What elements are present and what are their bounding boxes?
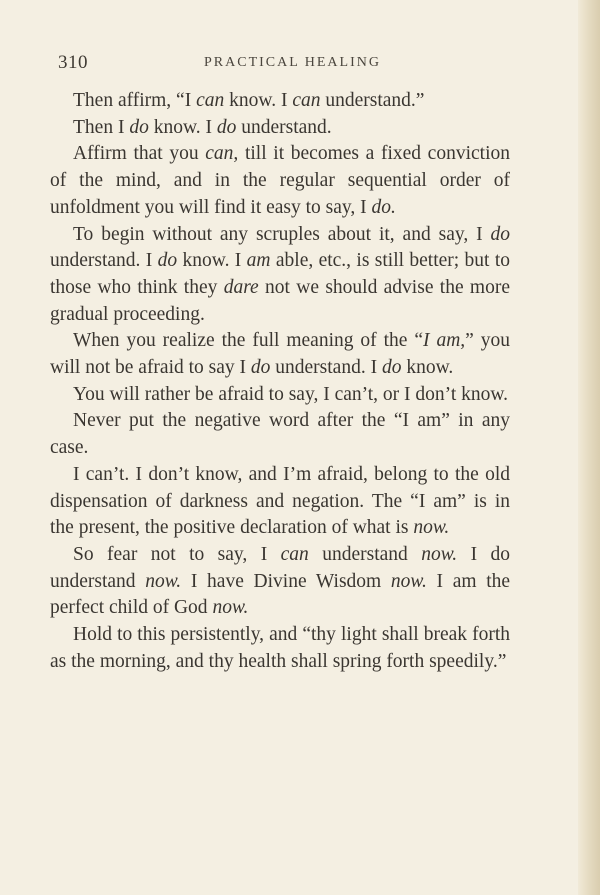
emphasis-run: am (246, 250, 271, 272)
emphasis-run: do (157, 250, 178, 272)
running-title: PRACTICAL HEALING (204, 55, 381, 70)
text-run: know. I (177, 250, 247, 272)
text-run: able, etc., is still better; but to those who think they (50, 250, 511, 298)
paragraph (50, 88, 510, 115)
page-header (58, 52, 518, 76)
paragraph (50, 328, 510, 381)
emphasis-run: do (381, 357, 402, 379)
emphasis-run: now. (145, 570, 182, 592)
page-number: 310 (58, 52, 88, 73)
text-run: know. I (148, 116, 217, 138)
text-run: understand.” (320, 90, 425, 111)
emphasis-run: I am, (423, 330, 466, 352)
text-run: ” you will not be afraid to say I (50, 330, 510, 379)
text-run: understand. I (270, 357, 382, 379)
emphasis-run: do (250, 357, 271, 379)
emphasis-run: now. (212, 597, 249, 619)
text-run: Then I (73, 116, 130, 138)
body-text (50, 88, 510, 675)
text-run: understand (308, 543, 422, 565)
paragraph (50, 382, 510, 409)
page-binding-edge (578, 0, 600, 895)
paragraph (50, 408, 510, 461)
text-run: Hold to this persistently, and “thy light shall break forth as the morning, and thy health shall spring forth speedily.” (50, 624, 510, 672)
emphasis-run: do. (371, 196, 396, 218)
paragraph (50, 115, 510, 142)
text-run: understand. (236, 116, 332, 138)
emphasis-run: can, (205, 143, 239, 165)
paragraph (50, 222, 510, 329)
emphasis-run: do (129, 116, 149, 138)
text-run: understand. I (50, 250, 158, 272)
paragraph (50, 462, 510, 542)
text-run: know. I (224, 90, 293, 111)
text-run: Affirm that you (73, 143, 206, 165)
emphasis-run: do (216, 116, 237, 138)
paragraph (50, 622, 510, 675)
text-run: When you realize the full meaning of the “ (73, 330, 424, 352)
text-run: I can’t. I don’t know, and I’m afraid, belong to the old dispensation of darkness and negation. The “I am” is in the present, the positive declaration of what is (50, 463, 510, 539)
text-run: To begin without any scruples about it, and say, I (73, 223, 491, 245)
text-run: I am the perfect child of God (50, 570, 511, 619)
text-run: Never put the negative word after the “I am” in any case. (50, 410, 510, 459)
emphasis-run: can (292, 90, 321, 111)
text-run: I have Divine Wisdom (181, 570, 391, 592)
paragraph (50, 542, 510, 622)
emphasis-run: can (280, 543, 309, 565)
text-run: till it becomes a fixed conviction of the mind, and in the regular sequential order of unfoldment you will find it easy to say, I (50, 143, 510, 218)
text-run: You will rather be afraid to say, I can’t, or I don’t know. (73, 383, 509, 405)
paragraph (50, 141, 510, 221)
emphasis-run: can (196, 90, 225, 111)
emphasis-run: dare (223, 276, 259, 298)
text-run: I do understand (50, 543, 511, 592)
emphasis-run: now. (390, 570, 427, 592)
text-run: Then affirm, “I (73, 90, 197, 111)
emphasis-run: do (490, 223, 510, 245)
text-run: So fear not to say, I (73, 543, 281, 565)
text-run: know. (401, 357, 454, 379)
emphasis-run: now. (413, 517, 450, 539)
text-run: not we should advise the more gradual proceeding. (50, 276, 510, 325)
emphasis-run: now. (421, 543, 458, 565)
